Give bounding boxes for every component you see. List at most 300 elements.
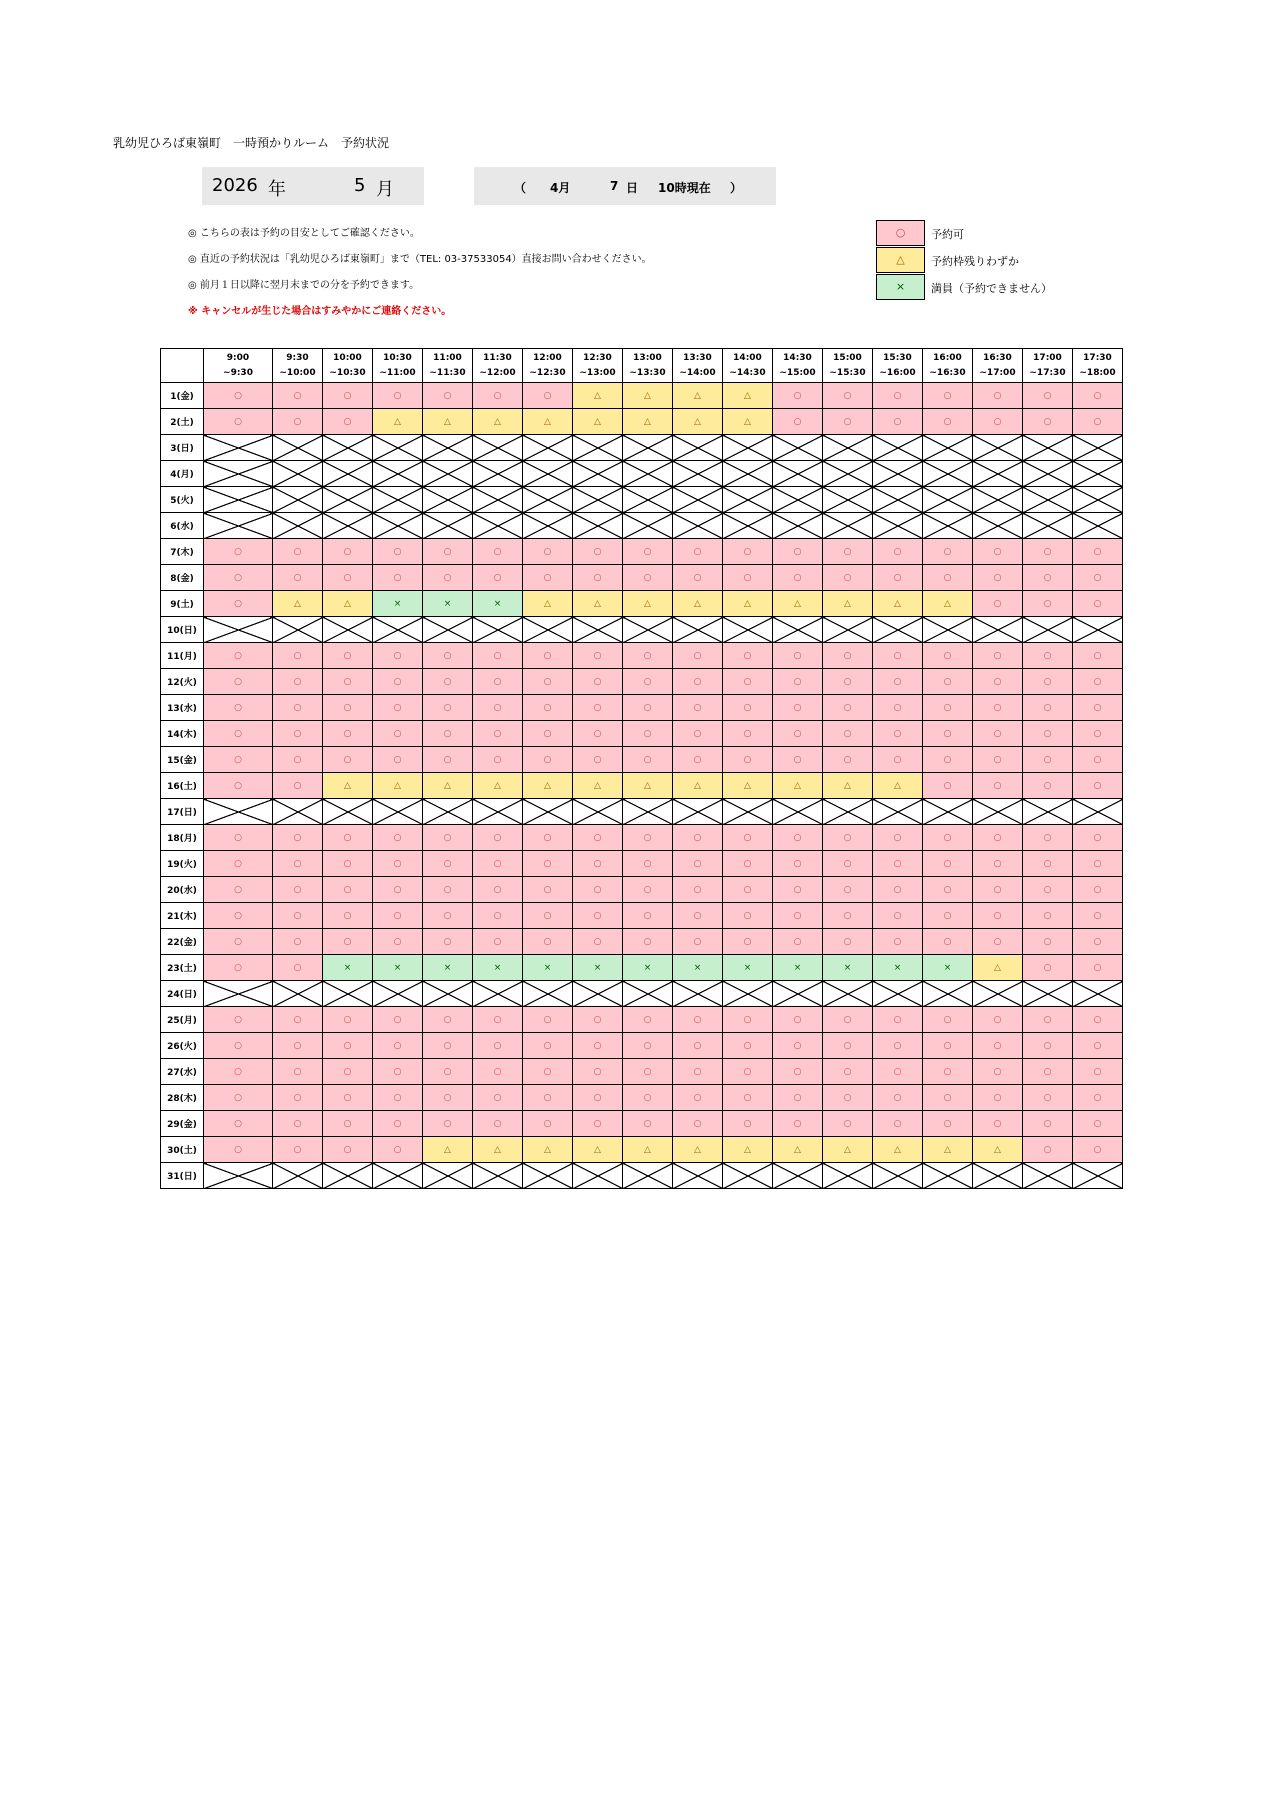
availability-cell: ○: [973, 929, 1023, 955]
availability-cell: ○: [323, 747, 373, 773]
availability-cell: ○: [673, 1059, 723, 1085]
closed-cell: [573, 799, 623, 825]
table-row: [161, 591, 1123, 617]
availability-cell: ○: [1023, 1033, 1073, 1059]
availability-cell: ○: [1023, 1059, 1073, 1085]
availability-cell: ○: [923, 383, 973, 409]
availability-cell: △: [473, 773, 523, 799]
availability-cell: ○: [723, 721, 773, 747]
closed-cell: [1023, 487, 1073, 513]
availability-cell: ○: [923, 409, 973, 435]
availability-cell: ○: [723, 747, 773, 773]
availability-cell: ○: [823, 877, 873, 903]
availability-cell: ○: [923, 565, 973, 591]
availability-cell: ○: [1023, 955, 1073, 981]
availability-cell: ○: [1023, 591, 1073, 617]
closed-cell: [423, 799, 473, 825]
availability-cell: ○: [673, 669, 723, 695]
availability-cell: ○: [1073, 773, 1123, 799]
availability-cell: ○: [1073, 877, 1123, 903]
closed-cell: [573, 435, 623, 461]
availability-cell: ○: [623, 747, 673, 773]
availability-cell: ○: [473, 825, 523, 851]
availability-cell: ○: [323, 825, 373, 851]
availability-cell: ○: [723, 695, 773, 721]
closed-cell: [373, 461, 423, 487]
availability-cell: ○: [673, 1033, 723, 1059]
availability-cell: ○: [473, 565, 523, 591]
closed-cell: [573, 487, 623, 513]
closed-cell: [573, 1163, 623, 1189]
availability-cell: ×: [523, 955, 573, 981]
table-row: [161, 539, 1123, 565]
availability-cell: △: [723, 409, 773, 435]
availability-cell: ×: [923, 955, 973, 981]
day-label: 16(土): [161, 773, 204, 799]
availability-cell: △: [973, 1137, 1023, 1163]
availability-cell: ○: [773, 851, 823, 877]
closed-cell: [523, 513, 573, 539]
availability-cell: ○: [204, 383, 273, 409]
availability-cell: ○: [273, 1085, 323, 1111]
day-label: 12(火): [161, 669, 204, 695]
slot-end: ~10:00: [279, 367, 316, 378]
day-label: 22(金): [161, 929, 204, 955]
availability-cell: △: [723, 591, 773, 617]
slot-end: ~18:00: [1079, 367, 1116, 378]
table-row: [161, 721, 1123, 747]
reservation-table: [160, 348, 1123, 1189]
legend-swatch: ○: [876, 220, 925, 246]
closed-cell: [373, 617, 423, 643]
notes-list: [188, 226, 652, 330]
availability-cell: ○: [623, 851, 673, 877]
closed-cell: [473, 461, 523, 487]
availability-cell: ○: [204, 1059, 273, 1085]
closed-cell: [623, 435, 673, 461]
availability-cell: ○: [473, 1033, 523, 1059]
availability-cell: ○: [1023, 643, 1073, 669]
availability-cell: ○: [823, 903, 873, 929]
closed-cell: [273, 435, 323, 461]
closed-cell: [723, 487, 773, 513]
closed-cell: [423, 981, 473, 1007]
availability-cell: △: [723, 773, 773, 799]
closed-cell: [373, 435, 423, 461]
time-slot-header: [523, 349, 573, 383]
updated-month: 4月: [550, 181, 571, 195]
availability-cell: ○: [873, 1059, 923, 1085]
day-label: 25(月): [161, 1007, 204, 1033]
closed-cell: [823, 435, 873, 461]
availability-cell: ○: [973, 1059, 1023, 1085]
closed-cell: [523, 799, 573, 825]
availability-cell: ×: [773, 955, 823, 981]
closed-cell: [773, 799, 823, 825]
availability-cell: ○: [423, 851, 473, 877]
closed-cell: [373, 487, 423, 513]
table-row: [161, 747, 1123, 773]
availability-cell: ○: [204, 1085, 273, 1111]
day-label: 18(月): [161, 825, 204, 851]
availability-cell: ○: [204, 643, 273, 669]
availability-cell: ○: [473, 383, 523, 409]
availability-cell: ×: [423, 591, 473, 617]
availability-cell: ○: [973, 1111, 1023, 1137]
availability-cell: ○: [373, 565, 423, 591]
availability-cell: ○: [823, 669, 873, 695]
availability-cell: ×: [323, 955, 373, 981]
closed-cell: [923, 799, 973, 825]
availability-cell: ○: [473, 929, 523, 955]
availability-cell: ○: [873, 877, 923, 903]
availability-cell: ○: [773, 1007, 823, 1033]
availability-cell: ○: [273, 1137, 323, 1163]
closed-cell: [973, 1163, 1023, 1189]
availability-cell: ○: [523, 695, 573, 721]
availability-cell: ○: [373, 747, 423, 773]
availability-cell: ○: [823, 747, 873, 773]
slot-start: 9:30: [286, 352, 309, 363]
availability-cell: ○: [1073, 643, 1123, 669]
time-slot-header: [773, 349, 823, 383]
closed-cell: [723, 461, 773, 487]
availability-cell: ○: [873, 1111, 923, 1137]
closed-cell: [823, 981, 873, 1007]
closed-cell: [1023, 617, 1073, 643]
availability-cell: △: [423, 773, 473, 799]
availability-cell: ○: [204, 669, 273, 695]
time-slot-header: [823, 349, 873, 383]
availability-cell: △: [823, 591, 873, 617]
day-label: 7(木): [161, 539, 204, 565]
time-slot-header: [923, 349, 973, 383]
availability-cell: ○: [523, 669, 573, 695]
availability-cell: ○: [773, 877, 823, 903]
availability-cell: △: [673, 1137, 723, 1163]
availability-cell: ○: [373, 643, 423, 669]
day-label: 3(日): [161, 435, 204, 461]
closed-cell: [673, 513, 723, 539]
availability-cell: ○: [673, 747, 723, 773]
closed-cell: [423, 487, 473, 513]
closed-cell: [423, 461, 473, 487]
availability-cell: ○: [373, 1085, 423, 1111]
availability-cell: ○: [573, 903, 623, 929]
availability-cell: ○: [523, 903, 573, 929]
availability-cell: ○: [1073, 1085, 1123, 1111]
closed-cell: [473, 617, 523, 643]
availability-cell: ○: [373, 695, 423, 721]
availability-cell: ○: [623, 539, 673, 565]
availability-cell: ○: [473, 643, 523, 669]
closed-cell: [373, 981, 423, 1007]
availability-cell: △: [723, 383, 773, 409]
table-row: [161, 435, 1123, 461]
availability-cell: ○: [204, 591, 273, 617]
closed-cell: [273, 617, 323, 643]
closed-cell: [673, 487, 723, 513]
closed-cell: [323, 1163, 373, 1189]
availability-cell: ○: [1023, 903, 1073, 929]
availability-cell: ○: [523, 721, 573, 747]
availability-cell: ○: [373, 929, 423, 955]
availability-cell: ○: [523, 747, 573, 773]
availability-cell: ○: [204, 1111, 273, 1137]
availability-cell: ○: [973, 1085, 1023, 1111]
availability-cell: ○: [873, 929, 923, 955]
availability-cell: ○: [673, 565, 723, 591]
availability-cell: ○: [204, 903, 273, 929]
closed-cell: [204, 1163, 273, 1189]
availability-cell: ○: [473, 1085, 523, 1111]
closed-cell: [204, 461, 273, 487]
closed-cell: [923, 461, 973, 487]
availability-cell: ○: [373, 825, 423, 851]
availability-cell: ○: [473, 539, 523, 565]
availability-cell: ○: [1073, 903, 1123, 929]
availability-cell: ○: [523, 825, 573, 851]
availability-cell: ×: [473, 955, 523, 981]
table-row: [161, 643, 1123, 669]
availability-cell: ○: [373, 851, 423, 877]
availability-cell: ○: [873, 747, 923, 773]
availability-cell: ○: [573, 747, 623, 773]
availability-cell: ○: [873, 1007, 923, 1033]
availability-cell: ○: [1023, 929, 1073, 955]
day-label: 14(木): [161, 721, 204, 747]
availability-cell: ×: [623, 955, 673, 981]
closed-cell: [523, 461, 573, 487]
availability-cell: ○: [973, 383, 1023, 409]
availability-cell: ○: [273, 851, 323, 877]
availability-cell: ○: [723, 643, 773, 669]
availability-cell: ○: [1073, 1137, 1123, 1163]
availability-cell: ○: [573, 1059, 623, 1085]
availability-cell: ○: [1073, 1007, 1123, 1033]
availability-cell: ○: [1073, 1033, 1123, 1059]
availability-cell: ○: [523, 1033, 573, 1059]
availability-cell: ○: [323, 929, 373, 955]
closed-cell: [723, 513, 773, 539]
slot-end: ~9:30: [223, 367, 253, 378]
closed-cell: [973, 435, 1023, 461]
closed-cell: [273, 799, 323, 825]
availability-cell: △: [423, 409, 473, 435]
availability-cell: ×: [373, 955, 423, 981]
availability-cell: ○: [673, 695, 723, 721]
closed-cell: [323, 461, 373, 487]
availability-cell: ○: [773, 409, 823, 435]
closed-cell: [823, 1163, 873, 1189]
availability-cell: ○: [823, 539, 873, 565]
availability-cell: ○: [204, 1007, 273, 1033]
closed-cell: [273, 461, 323, 487]
availability-cell: ○: [373, 539, 423, 565]
availability-cell: ○: [473, 669, 523, 695]
availability-cell: ○: [204, 929, 273, 955]
availability-cell: △: [923, 591, 973, 617]
closed-cell: [204, 513, 273, 539]
availability-cell: ○: [873, 825, 923, 851]
availability-cell: △: [723, 1137, 773, 1163]
availability-cell: △: [273, 591, 323, 617]
availability-cell: ○: [623, 1007, 673, 1033]
availability-cell: ○: [573, 851, 623, 877]
closed-cell: [423, 617, 473, 643]
availability-cell: ○: [623, 1033, 673, 1059]
availability-cell: ○: [523, 1059, 573, 1085]
availability-cell: ○: [373, 1137, 423, 1163]
closed-cell: [373, 513, 423, 539]
closed-cell: [1073, 799, 1123, 825]
slot-end: ~12:30: [529, 367, 566, 378]
availability-cell: ○: [723, 929, 773, 955]
slot-start: 9:00: [226, 352, 250, 363]
availability-cell: ○: [673, 1085, 723, 1111]
availability-cell: ○: [473, 1007, 523, 1033]
closed-cell: [873, 435, 923, 461]
availability-cell: ○: [204, 773, 273, 799]
closed-cell: [1073, 435, 1123, 461]
day-label: 11(月): [161, 643, 204, 669]
closed-cell: [373, 1163, 423, 1189]
closed-cell: [873, 461, 923, 487]
table-row: [161, 825, 1123, 851]
availability-cell: ○: [573, 1033, 623, 1059]
closed-cell: [823, 799, 873, 825]
closed-cell: [204, 487, 273, 513]
slot-end: ~15:30: [829, 367, 866, 378]
slot-end: ~12:00: [479, 367, 516, 378]
closed-cell: [673, 799, 723, 825]
availability-cell: ○: [273, 825, 323, 851]
availability-cell: ○: [523, 565, 573, 591]
availability-cell: ○: [823, 643, 873, 669]
availability-cell: ○: [473, 877, 523, 903]
availability-cell: ○: [1023, 539, 1073, 565]
slot-start: 11:30: [483, 352, 512, 363]
availability-cell: ○: [623, 877, 673, 903]
note-item: ◎ こちらの表は予約の目安としてご確認ください。: [188, 228, 420, 239]
closed-cell: [773, 487, 823, 513]
availability-cell: ○: [823, 1111, 873, 1137]
slot-start: 13:30: [683, 352, 712, 363]
availability-cell: ○: [673, 929, 723, 955]
availability-cell: ○: [873, 1033, 923, 1059]
availability-cell: ○: [523, 1007, 573, 1033]
availability-cell: △: [823, 1137, 873, 1163]
closed-cell: [273, 981, 323, 1007]
table-row: [161, 409, 1123, 435]
closed-cell: [673, 435, 723, 461]
availability-cell: ○: [273, 955, 323, 981]
availability-cell: ○: [204, 721, 273, 747]
closed-cell: [973, 617, 1023, 643]
availability-cell: ○: [1023, 1085, 1073, 1111]
slot-start: 10:00: [333, 352, 362, 363]
availability-cell: ○: [204, 1137, 273, 1163]
closed-cell: [923, 981, 973, 1007]
closed-cell: [773, 461, 823, 487]
closed-cell: [373, 799, 423, 825]
availability-cell: ○: [204, 539, 273, 565]
availability-cell: ○: [323, 409, 373, 435]
availability-cell: ○: [323, 1137, 373, 1163]
slot-end: ~11:30: [429, 367, 466, 378]
availability-cell: ○: [873, 695, 923, 721]
availability-cell: ○: [673, 877, 723, 903]
time-slot-header: [673, 349, 723, 383]
slot-start: 16:30: [983, 352, 1012, 363]
availability-cell: ×: [823, 955, 873, 981]
availability-cell: △: [623, 773, 673, 799]
closed-cell: [823, 617, 873, 643]
availability-cell: ○: [1023, 669, 1073, 695]
availability-cell: △: [973, 955, 1023, 981]
day-label: 24(日): [161, 981, 204, 1007]
note-item: ◎ 前月１日以降に翌月末までの分を予約できます。: [188, 280, 420, 291]
availability-cell: ○: [423, 747, 473, 773]
availability-cell: ○: [423, 539, 473, 565]
availability-cell: ○: [323, 539, 373, 565]
time-slot-header: [273, 349, 323, 383]
closed-cell: [873, 1163, 923, 1189]
availability-cell: △: [673, 591, 723, 617]
updated-date-box: [474, 167, 776, 205]
availability-cell: ○: [923, 1007, 973, 1033]
availability-cell: △: [623, 1137, 673, 1163]
time-slot-header: [573, 349, 623, 383]
availability-cell: ○: [423, 1007, 473, 1033]
availability-cell: ○: [573, 695, 623, 721]
availability-cell: ○: [923, 773, 973, 799]
table-row: [161, 981, 1123, 1007]
availability-cell: ○: [823, 851, 873, 877]
closed-cell: [723, 981, 773, 1007]
slot-start: 15:00: [833, 352, 862, 363]
closed-cell: [573, 981, 623, 1007]
closed-cell: [673, 461, 723, 487]
availability-cell: ○: [323, 565, 373, 591]
availability-cell: ○: [723, 1059, 773, 1085]
availability-cell: ○: [373, 1007, 423, 1033]
availability-cell: ○: [273, 721, 323, 747]
availability-cell: △: [573, 591, 623, 617]
availability-cell: ○: [204, 877, 273, 903]
availability-cell: ○: [1073, 669, 1123, 695]
page-title: 乳幼児ひろば東嶺町 一時預かりルーム 予約状況: [113, 136, 390, 150]
table-row: [161, 487, 1123, 513]
closed-cell: [1023, 513, 1073, 539]
legend-label: 予約可: [931, 228, 964, 241]
closed-cell: [323, 513, 373, 539]
availability-cell: △: [323, 773, 373, 799]
availability-cell: ○: [723, 565, 773, 591]
closed-cell: [523, 617, 573, 643]
time-slot-header: [873, 349, 923, 383]
availability-cell: ○: [873, 721, 923, 747]
availability-cell: ○: [773, 565, 823, 591]
updated-open-paren: （: [514, 181, 527, 195]
availability-cell: ○: [723, 1007, 773, 1033]
availability-cell: ○: [923, 851, 973, 877]
availability-cell: ○: [273, 877, 323, 903]
closed-cell: [873, 981, 923, 1007]
availability-cell: ×: [873, 955, 923, 981]
availability-cell: ○: [923, 721, 973, 747]
availability-cell: ○: [273, 695, 323, 721]
